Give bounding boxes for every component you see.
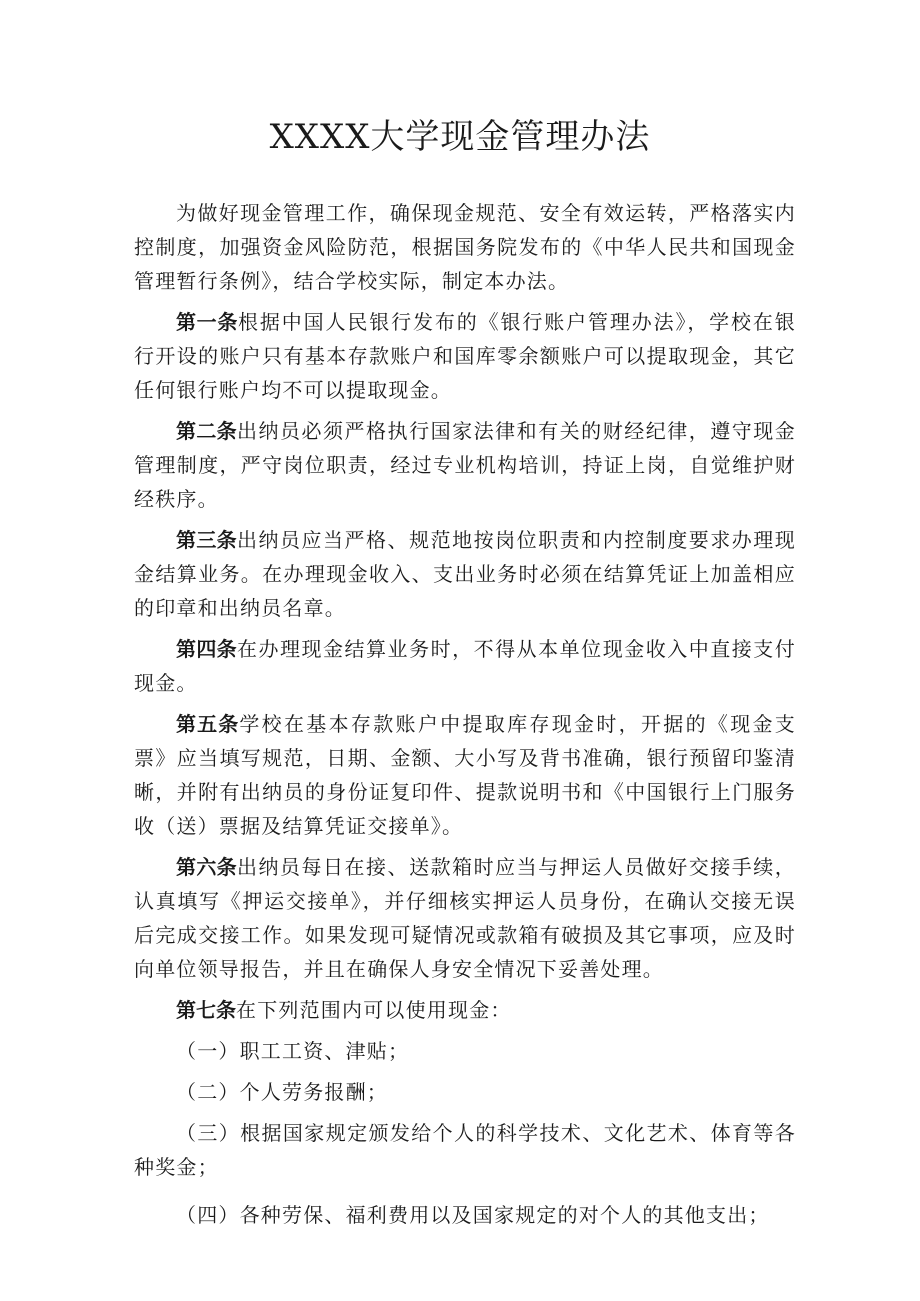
article-label: 第七条 <box>176 998 236 1022</box>
article-label: 第四条 <box>176 637 237 661</box>
article-3 <box>134 523 796 625</box>
list-item: （四）各种劳保、福利费用以及国家规定的对个人的其他支出； <box>176 1203 770 1227</box>
article-text: 在办理现金结算业务时，不得从本单位现金收入中直接支付现金。 <box>134 637 797 695</box>
article-label: 第六条 <box>176 855 237 879</box>
article-text: 在下列范围内可以使用现金： <box>236 998 512 1022</box>
article-1 <box>134 305 796 407</box>
article-6 <box>134 850 796 986</box>
article-text: 根据中国人民银行发布的《银行账户管理办法》，学校在银行开设的账户只有基本存款账户和国库零余额账户可以提取现金，其它任何银行账户均不可以提取现金。 <box>134 310 796 402</box>
list-item: （三）根据国家规定颁发给个人的科学技术、文化艺术、体育等各种奖金； <box>134 1121 796 1179</box>
article-2 <box>134 414 796 516</box>
list-item: （一）职工工资、津贴； <box>176 1039 410 1063</box>
article-text: 出纳员必须严格执行国家法律和有关的财经纪律，遵守现金管理制度，严守岗位职责，经过专业机构培训，持证上岗，自觉维护财经秩序。 <box>134 419 797 511</box>
document-body <box>134 196 796 1239</box>
article-label: 第五条 <box>176 712 240 736</box>
preamble-paragraph: 为做好现金管理工作，确保现金规范、安全有效运转，严格落实内控制度，加强资金风险防范，根据国务院发布的《中华人民共和国现金管理暂行条例》，结合学校实际，制定本办法。 <box>134 201 796 293</box>
article-label: 第二条 <box>176 419 237 443</box>
article-label: 第一条 <box>176 310 239 334</box>
article-text: 出纳员每日在接、送款箱时应当与押运人员做好交接手续，认真填写《押运交接单》，并仔细核实押运人员身份，在确认交接无误后完成交接工作。如果发现可疑情况或款箱有破损及其它事项，应及时向单位领导报告，并且在确保人身安全情况下妥善处理。 <box>134 855 797 981</box>
article-label: 第三条 <box>176 528 237 552</box>
article-4 <box>134 632 796 700</box>
document-title: XXXX大学现金管理办法 <box>269 117 651 157</box>
list-item: （二）个人劳务报酬； <box>176 1080 388 1104</box>
article-text: 出纳员应当严格、规范地按岗位职责和内控制度要求办理现金结算业务。在办理现金收入、支出业务时必须在结算凭证上加盖相应的印章和出纳员名章。 <box>134 528 797 620</box>
article-5 <box>134 707 796 843</box>
article-7 <box>134 993 796 1027</box>
article-text: 学校在基本存款账户中提取库存现金时，开据的《现金支票》应当填写规范，日期、金额、大小写及背书准确，银行预留印鉴清晰，并附有出纳员的身份证复印件、提款说明书和《中国银行上门服务收（送）票据及结算凭证交接单》。 <box>134 712 797 838</box>
